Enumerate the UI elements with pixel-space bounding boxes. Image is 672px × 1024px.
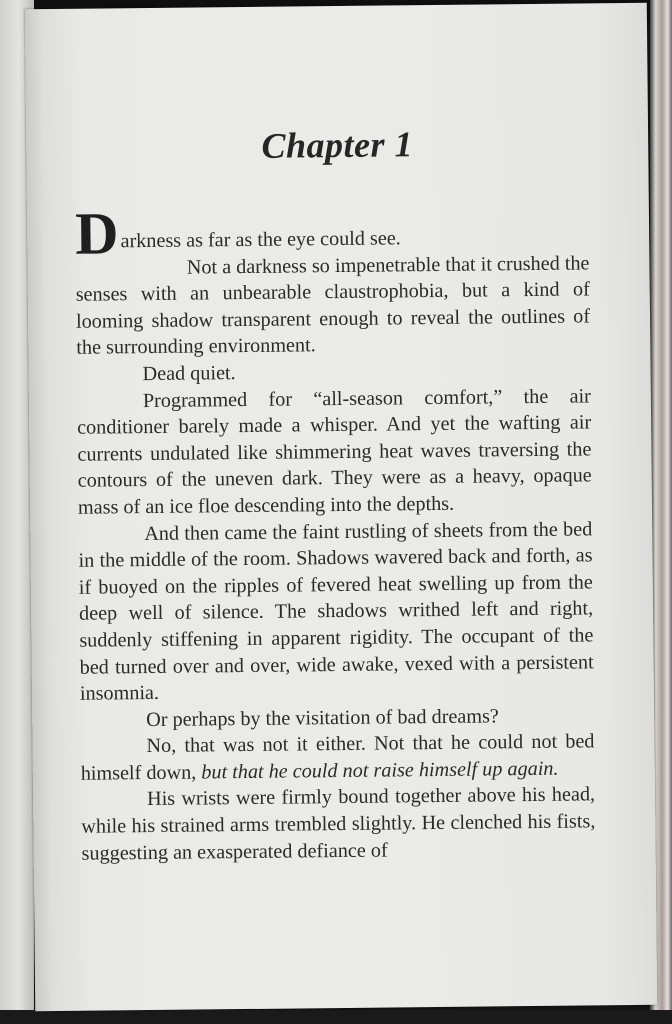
- paragraph-1: [74, 200, 589, 267]
- chapter-body: [74, 200, 596, 867]
- chapter-title: Chapter 1: [261, 124, 414, 166]
- drop-cap-letter: D: [74, 200, 119, 267]
- paragraph-4: Programmed for “all-season comfort,” the air conditioner barely made a whisper. And yet the wafting air currents undulated like shimmering heat waves traversing the contours of the uneven dark. They were as a heavy, opaque mass of an ice floe descending into the depths.: [77, 384, 592, 519]
- book-page: [25, 3, 657, 1011]
- paragraph-7-text: No, that was not it either. Not that he could not bed himself down,: [80, 730, 595, 785]
- paragraph-6: Or perhaps by the visitation of bad dreams?: [146, 705, 499, 731]
- paragraph-5: And then came the faint rustling of sheets from the bed in the middle of the room. Shadows wavered back and forth, as if buoyed on the ripples of fevered heat swelling up from the deep well of silence. The shadows writhed left and right, suddenly stiffening in apparent rigidity. The occupant of the bed turned over and over, wide awake, vexed with a persistent insomnia.: [78, 517, 594, 705]
- paragraph-2: Not a darkness so impenetrable that it crushed the senses with an unbearable claustrophobia, but a kind of looming shadow transparent enough to reveal the outlines of the surrounding environment.: [75, 251, 591, 360]
- paragraph-3: Dead quiet.: [142, 362, 236, 386]
- bottom-background: [0, 1010, 672, 1024]
- paragraph-7: [80, 729, 595, 788]
- paragraph-1-text: arkness as far as the eye could see.: [120, 227, 401, 253]
- paragraph-8: His wrists were firmly bound together above his head, while his strained arms trembled slightly. He clenched his fists, suggesting an exasperated defiance of: [81, 783, 596, 865]
- paragraph-7-italic: but that he could not raise himself up again.: [201, 757, 559, 784]
